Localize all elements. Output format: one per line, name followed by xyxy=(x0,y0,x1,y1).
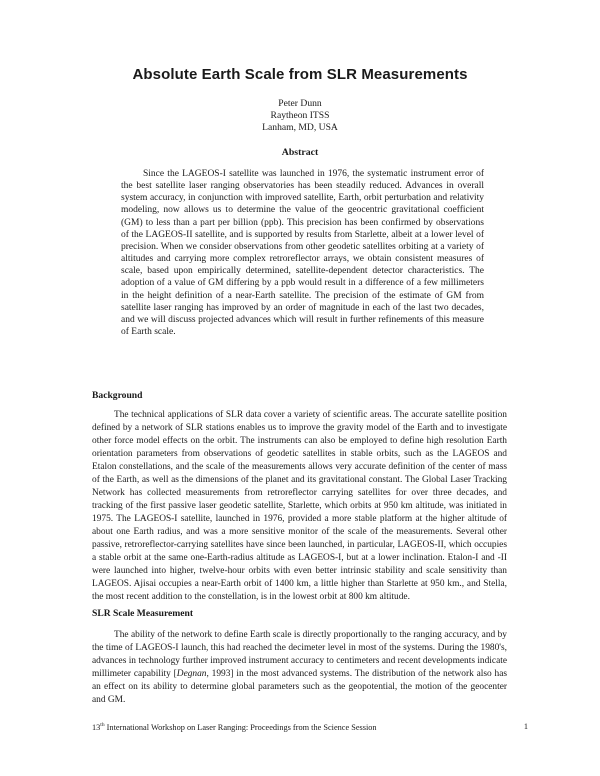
footer-ordinal-number: 13 xyxy=(92,722,101,732)
citation-author: Degnan xyxy=(176,669,207,679)
slr-scale-paragraph xyxy=(92,629,507,707)
section-heading-slr-scale: SLR Scale Measurement xyxy=(92,608,194,619)
slr-text-after-citation: , 1993] in the most advanced systems. The distribution of the network also has an effect on its ability to determine global parameters such as the geopotential, the motion of the geocenter and GM. xyxy=(92,669,508,705)
author-affiliation: Raytheon ITSS xyxy=(270,110,330,121)
paper-title: Absolute Earth Scale from SLR Measurements xyxy=(132,66,468,83)
author-block xyxy=(0,98,600,134)
background-paragraph: The technical applications of SLR data cover a variety of scientific areas. The accurate satellite position defined by a network of SLR stations enables us to improve the gravity model of the Earth and to investigate other force model effects on the orbit. The instruments can also be employed to define high resolution Earth orientation parameters from observations of geodetic satellites in stable orbits, such as the LAGEOS and Etalon constellations, and the scale of the measurements allows very accurate definition of the center of mass of the Earth, as well as the dimensions of the planet and its gravitational constant. The Global Laser Tracking Network has collected measurements from retroreflector carrying satellites for over three decades, and tracking of the first passive laser geodetic satellite, Starlette, which orbits at 950 km altitude, was initiated in 1975. The LAGEOS-I satellite, launched in 1976, provided a more stable platform at the higher altitude of about one Earth radius, and was a more sensitive monitor of the scale of the measurements. Several other passive, retroreflector-carrying satellites have since been launched, in particular, LAGEOS-II, which occupies a stable orbit at the same one-Earth-radius altitude as LAGEOS-I, but at a lower inclination. Etalon-I and -II were launched into higher, twelve-hour orbits with even better intrinsic stability and scale sensitivity than LAGEOS. Ajisai occupies a near-Earth orbit of 1400 km, a little higher than Starlette at 950 km., and Stella, the most recent addition to the constellation, is in the lowest orbit at 800 km altitude. xyxy=(92,410,507,602)
page-number: 1 xyxy=(523,722,528,731)
section-heading-background: Background xyxy=(92,390,143,401)
author-location: Lanham, MD, USA xyxy=(262,122,338,133)
footer-ordinal-suffix: th xyxy=(100,722,105,728)
author-name: Peter Dunn xyxy=(278,98,322,109)
slr-text-before-citation: The ability of the network to define Earth scale is directly proportionally to the ranging accuracy, and by the time of LAGEOS-I launch, this had reached the decimeter level in most of the systems. During the 1980's, advances in technology further improved instrument accuracy to centimeters and recent developments indicate millimeter capability [ xyxy=(92,630,507,679)
footer-workshop-title xyxy=(92,722,377,732)
abstract-text: Since the LAGEOS-I satellite was launched in 1976, the systematic instrument error of the best satellite laser ranging observatories has been steadily reduced. Advances in overall system accuracy, in conjunction with improved satellite, Earth, orbit perturbation and relativity modeling, now allows us to determine the value of the geocentric gravitational coefficient (GM) to less than a part per billion (ppb). This precision has been confirmed by observations of the LAGEOS-II satellite, and is supported by results from Starlette, albeit at a lower level of precision. When we consider observations from other geodetic satellites orbiting at a variety of altitudes and carrying more complex retroreflector arrays, we obtain consistent measures of scale, based upon empirically determined, satellite-dependent detector characteristics. The adoption of a value of GM differing by a ppb would result in a difference of a few millimeters in the height definition of a near-Earth satellite. The precision of the estimate of GM from satellite laser ranging has improved by an order of magnitude in each of the last two decades, and we will discuss projected advances which will result in further refinements of this measure of Earth scale. xyxy=(121,169,484,338)
footer-text: International Workshop on Laser Ranging: Proceedings from the Science Session xyxy=(104,722,377,732)
abstract-heading: Abstract xyxy=(281,147,319,158)
